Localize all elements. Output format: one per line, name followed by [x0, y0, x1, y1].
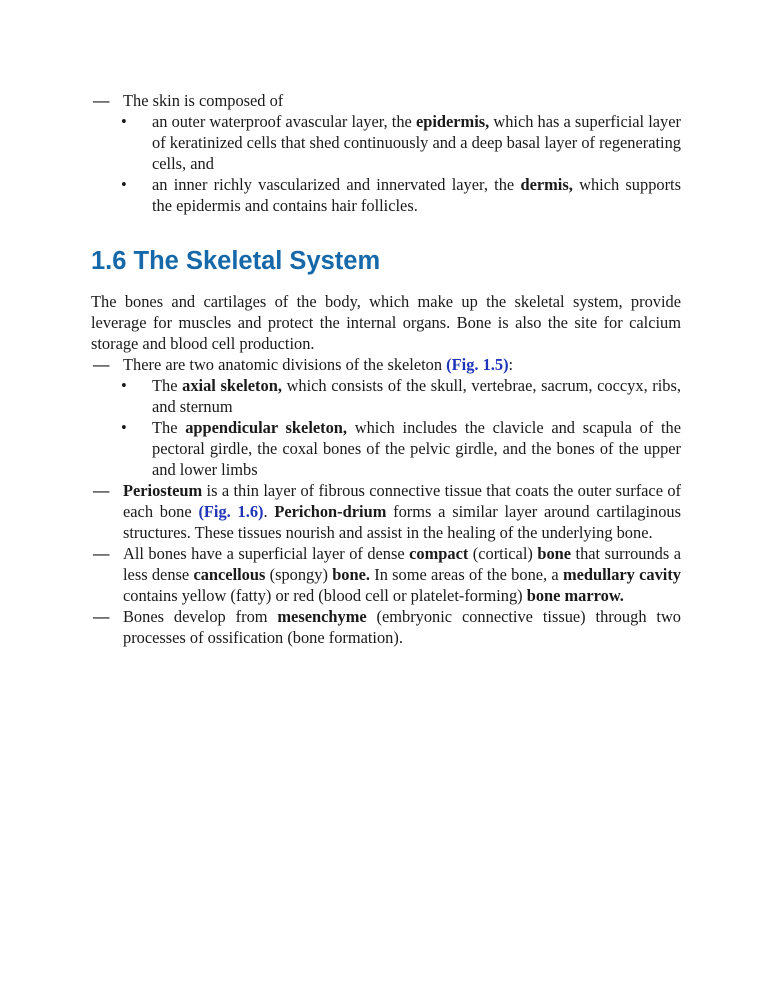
term-bone: bone.: [332, 565, 370, 584]
text-span: (embryonic connective tissue) through two processes of ossification (bone formation).: [123, 607, 681, 647]
text-span: which supports the epidermis and contains hair follicles.: [152, 175, 681, 215]
text-span: that surrounds a less dense: [123, 544, 681, 584]
bullet-marker: •: [121, 112, 127, 131]
term-dermis: dermis,: [520, 175, 573, 194]
dash-marker: —: [93, 607, 110, 626]
bullet-axial-skeleton: [91, 375, 681, 417]
skin-item: [91, 90, 681, 111]
term-epidermis: epidermis,: [415, 112, 490, 131]
text-span: .: [263, 502, 275, 521]
term-perichondrium: Perichon-drium: [274, 502, 387, 521]
text-span: is a thin layer of fibrous connective tissue that coats the outer surface of each bone: [123, 481, 681, 521]
text-span: which consists of the skull, vertebrae, sacrum, coccyx, ribs, and sternum: [152, 376, 681, 416]
text-span: (cortical): [468, 544, 538, 563]
bullet-epidermis: [91, 111, 681, 174]
term-medullary-cavity: medullary cavity: [562, 565, 682, 584]
skin-intro: The skin is composed of: [123, 91, 284, 110]
term-bone: bone: [537, 544, 572, 563]
dash-marker: —: [93, 544, 110, 563]
ossification-item: [91, 606, 681, 648]
page-content: [91, 90, 681, 648]
figure-reference-link[interactable]: (Fig. 1.5): [446, 355, 509, 374]
bone-layers-item: [91, 543, 681, 606]
bullet-appendicular-skeleton: [91, 417, 681, 480]
text-span: which includes the clavicle and scapula of the pectoral girdle, the coxal bones of the pelvic girdle, and the bones of the upper and lower limbs: [152, 418, 682, 479]
text-span: All bones have a superficial layer of dense: [123, 544, 410, 563]
divisions-bullet-list: [91, 375, 681, 480]
bullet-dermis: [91, 174, 681, 216]
text-span: forms a similar layer around cartilaginous structures. These tissues nourish and assist in the healing of the underlying bone.: [123, 502, 681, 542]
dash-marker: —: [93, 481, 110, 500]
term-bone-marrow: bone marrow.: [526, 586, 624, 605]
text-span: contains yellow (fatty) or red (blood cell or platelet-forming): [123, 586, 527, 605]
section-intro-paragraph: The bones and cartilages of the body, which make up the skeletal system, provide leverage for muscles and protect the internal organs. Bone is also the site for calcium storage and blood cell production.: [91, 292, 681, 353]
dash-marker: —: [93, 91, 110, 110]
figure-reference-link[interactable]: (Fig. 1.6): [198, 502, 264, 521]
dash-marker: —: [93, 355, 110, 374]
term-compact: compact: [409, 544, 469, 563]
divisions-item: [91, 354, 681, 375]
bullet-marker: •: [121, 418, 127, 437]
text-span: :: [508, 355, 514, 374]
text-span: (spongy): [265, 565, 333, 584]
section-heading: 1.6 The Skeletal System: [91, 247, 381, 275]
term-mesenchyme: mesenchyme: [277, 607, 367, 626]
term-periosteum: Periosteum: [123, 481, 203, 500]
bullet-marker: •: [121, 175, 127, 194]
text-span: which has a superficial layer of keratinized cells that shed continuously and a deep basal layer of regenerating cells, and: [152, 112, 681, 173]
text-span: The: [152, 376, 183, 395]
text-span: In some areas of the bone, a: [370, 565, 563, 584]
text-span: There are two anatomic divisions of the skeleton: [123, 355, 447, 374]
term-axial-skeleton: axial skeleton,: [182, 376, 282, 395]
text-span: The: [152, 418, 186, 437]
skin-bullet-list: [91, 111, 681, 216]
term-cancellous: cancellous: [193, 565, 266, 584]
text-span: an inner richly vascularized and innervated layer, the: [152, 175, 521, 194]
term-appendicular-skeleton: appendicular skeleton,: [185, 418, 348, 437]
periosteum-item: [91, 480, 681, 543]
text-span: Bones develop from: [123, 607, 278, 626]
text-span: an outer waterproof avascular layer, the: [152, 112, 416, 131]
bullet-marker: •: [121, 376, 127, 395]
